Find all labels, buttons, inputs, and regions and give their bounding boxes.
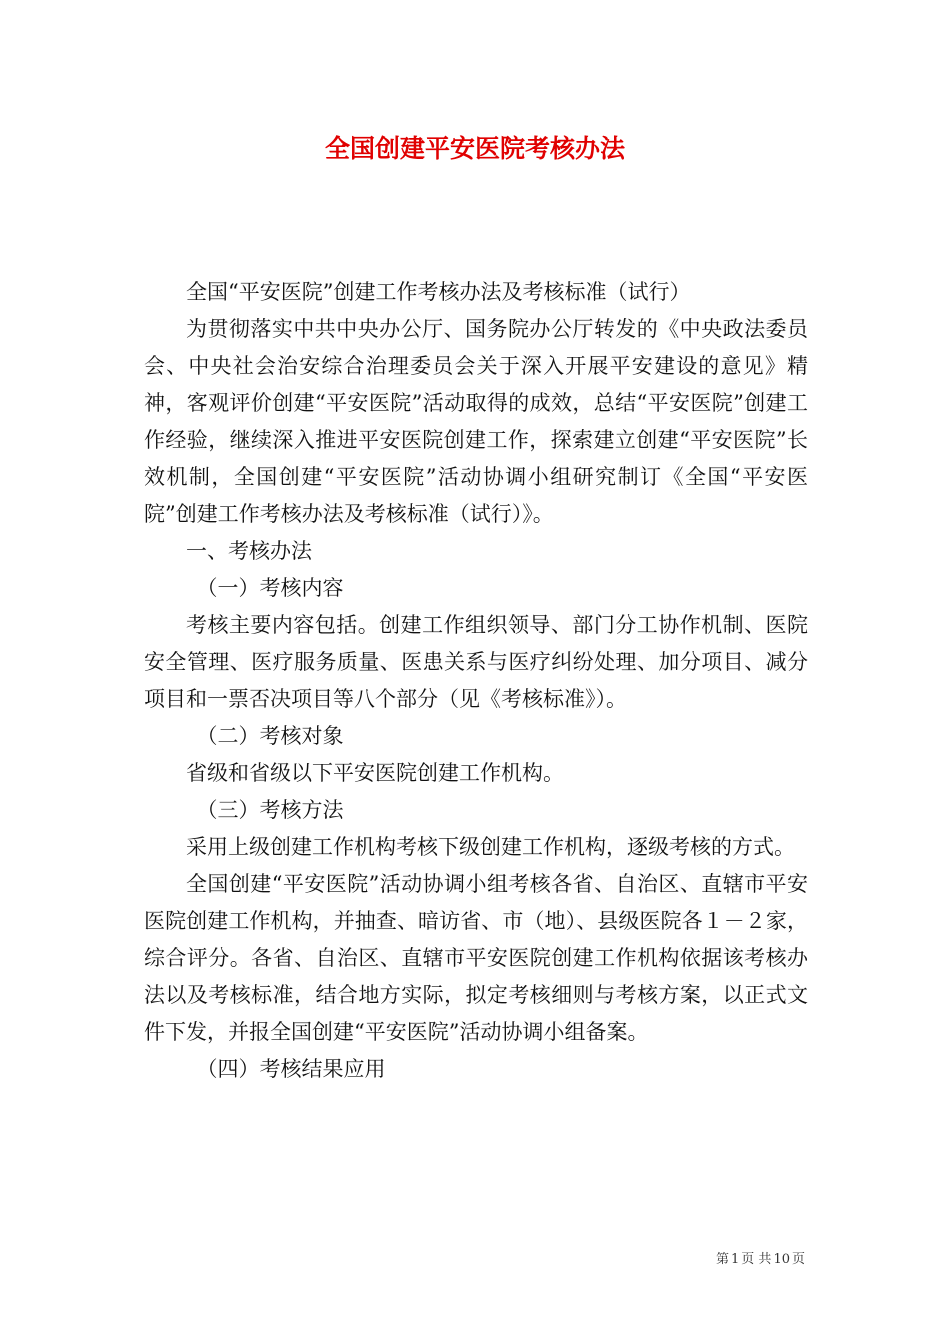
paragraph-intro: 为贯彻落实中共中央办公厅、国务院办公厅转发的《中央政法委员会、中央社会治安综合治理委员会关于深入开展平安建设的意见》精神，客观评价创建“平安医院”活动取得的成效，总结“平安医院”创建工作经验，继续深入推进平安医院创建工作，探索建立创建“平安医院”长效机制，全国创建“平安医院”活动协调小组研究制订《全国“平安医院”创建工作考核办法及考核标准（试行）》。: [144, 317, 808, 526]
paragraph-subtitle: 全国“平安医院”创建工作考核办法及考核标准（试行）: [186, 280, 691, 304]
heading-section-1: 一、考核办法: [186, 539, 312, 563]
page-number-prefix: 第: [716, 1252, 730, 1267]
heading-target: （二）考核对象: [196, 724, 344, 748]
page-number-total: 10: [773, 1252, 790, 1267]
page-number-current: 1: [731, 1252, 740, 1267]
paragraph-method: 采用上级创建工作机构考核下级创建工作机构，逐级考核的方式。: [186, 835, 795, 859]
page-number-suffix: 页: [791, 1252, 805, 1267]
heading-content: （一）考核内容: [196, 576, 344, 600]
paragraph-method-detail: 全国创建“平安医院”活动协调小组考核各省、自治区、直辖市平安医院创建工作机构，并抽查、暗访省、市（地）、县级医院各１－２家，综合评分。各省、自治区、直辖市平安医院创建工作机构依据该考核办法以及考核标准，结合地方实际，拟定考核细则与考核方案，以正式文件下发，并报全国创建“平安医院”活动协调小组备案。: [144, 872, 808, 1044]
document-body: [144, 274, 808, 1088]
heading-result: （四）考核结果应用: [196, 1057, 386, 1081]
page-number-middle: 页 共: [741, 1252, 772, 1267]
page-number: [715, 1248, 806, 1267]
paragraph-content: 考核主要内容包括。创建工作组织领导、部门分工协作机制、医院安全管理、医疗服务质量、医患关系与医疗纠纷处理、加分项目、减分项目和一票否决项目等八个部分（见《考核标准》）。: [144, 613, 808, 711]
heading-method: （三）考核方法: [196, 798, 344, 822]
document-title: 全国创建平安医院考核办法: [324, 134, 625, 163]
paragraph-target: 省级和省级以下平安医院创建工作机构。: [186, 761, 564, 785]
